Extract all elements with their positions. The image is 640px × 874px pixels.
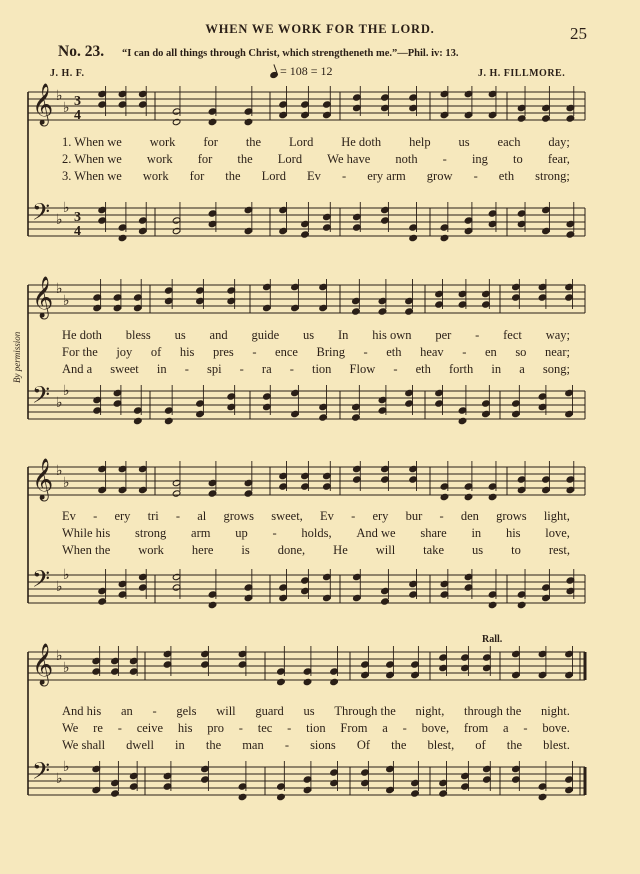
lyric-syllable: - [284, 738, 289, 752]
lyric-syllable: - [252, 345, 257, 359]
notehead [238, 793, 247, 800]
lyric-syllable: help [409, 135, 431, 149]
lyric-syllable: and [209, 328, 228, 342]
lyric-syllable: each [497, 135, 521, 149]
flat-sign-icon: ♭ [56, 463, 63, 479]
lyric-syllable: - [289, 362, 294, 376]
lyric-syllable: blest, [427, 738, 455, 752]
lyric-syllable: - [175, 509, 181, 523]
bass-clef-icon: 𝄢 [32, 198, 51, 231]
lyric-syllable: pres [212, 345, 234, 359]
lyric-syllable: a [382, 721, 388, 735]
lyric-syllable: a [519, 362, 525, 376]
lyric-syllable: fear, [547, 152, 570, 166]
lyric-syllable: eth [415, 362, 431, 376]
lyric-syllable: guide [251, 328, 280, 342]
lyric-syllable: from [463, 721, 489, 735]
lyric-syllable: sweet, [271, 509, 303, 523]
lyric-syllable: - [93, 509, 98, 523]
lyric-syllable: pro [207, 721, 224, 735]
lyric-syllable: his [177, 721, 193, 735]
flat-sign-icon: ♭ [63, 293, 70, 309]
lyric-syllable: eth [386, 345, 402, 359]
lyric-syllable: When the [62, 543, 111, 557]
lyric-syllable: done, [277, 543, 306, 557]
composer-credit: J. H. FILLMORE. [478, 68, 566, 79]
scripture-quote: “I can do all things through Christ, which strengtheneth me.”—Phil. iv: 13. [122, 48, 459, 59]
time-signature-bottom: 4 [74, 224, 81, 239]
lyric-syllable: blest. [543, 738, 570, 752]
lyric-syllable: night, [415, 704, 445, 718]
lyric-syllable: a [503, 721, 509, 735]
lyric-line [62, 344, 570, 360]
lyric-syllable: us [303, 704, 315, 718]
lyric-syllable: 3. When we [62, 169, 122, 183]
lyric-syllable: Bring [316, 345, 345, 359]
lyric-syllable: strong [135, 526, 167, 540]
lyric-syllable: - [341, 169, 347, 183]
bass-clef-icon: 𝄢 [32, 565, 51, 598]
lyric-line [62, 720, 570, 736]
lyric-syllable: Lord [277, 152, 303, 166]
time-signature-top: 3 [74, 210, 81, 225]
lyric-syllable: ery [114, 509, 131, 523]
lyric-syllable: through the [464, 704, 522, 718]
lyric-syllable: in [471, 526, 482, 540]
lyric-syllable: We [62, 721, 79, 735]
notehead [517, 601, 526, 608]
lyric-syllable: - [393, 362, 398, 376]
lyric-syllable: ra [261, 362, 272, 376]
lyric-syllable: in [156, 362, 167, 376]
lyric-syllable: for [203, 135, 218, 149]
lyric-syllable: en [484, 345, 497, 359]
lyric-syllable: us [458, 135, 470, 149]
lyric-syllable: the [237, 152, 253, 166]
lyric-syllable: - [473, 169, 478, 183]
lyric-syllable: his [179, 345, 195, 359]
lyric-syllable: dwell [126, 738, 154, 752]
lyric-syllable: us [303, 328, 315, 342]
lyric-syllable: arm [191, 526, 211, 540]
lyric-syllable: ence [275, 345, 298, 359]
lyric-syllable: an [120, 704, 133, 718]
lyric-syllable: the [391, 738, 407, 752]
notehead [244, 118, 253, 125]
lyric-syllable: Lord [261, 169, 286, 183]
lyric-syllable: And his [62, 704, 102, 718]
lyric-syllable: bless [125, 328, 151, 342]
lyric-syllable: - [238, 721, 243, 735]
lyric-syllable: In [338, 328, 349, 342]
lyric-syllable: work [138, 543, 164, 557]
permission-note: By permission [12, 331, 22, 383]
lyric-syllable: the [225, 169, 241, 183]
page-number: 25 [570, 24, 587, 43]
treble-clef-icon: 𝄞 [32, 277, 54, 318]
lyric-syllable: near; [544, 345, 570, 359]
lyric-syllable: bur [405, 509, 423, 523]
notehead [488, 493, 497, 500]
lyric-syllable: Of [356, 738, 371, 752]
lyric-syllable: He doth [341, 135, 382, 149]
tempo-text: = 108 = 12 [280, 64, 333, 78]
lyric-syllable: here [191, 543, 214, 557]
flat-sign-icon: ♭ [63, 567, 70, 583]
lyric-syllable: will [375, 543, 396, 557]
flat-sign-icon: ♭ [56, 212, 63, 228]
lyric-syllable: night. [541, 704, 570, 718]
lyric-syllable: the [506, 738, 523, 752]
flat-sign-icon: ♭ [63, 200, 70, 216]
notehead [538, 793, 547, 800]
lyric-syllable: work [142, 169, 169, 183]
lyric-syllable: grows [223, 509, 255, 523]
lyric-syllable: bove. [542, 721, 570, 735]
lyric-syllable: tri [147, 509, 159, 523]
lyric-syllable: heav [420, 345, 444, 359]
lyric-syllable: al [197, 509, 207, 523]
lyric-syllable: rest, [548, 543, 570, 557]
notehead [330, 678, 339, 685]
lyric-syllable: man [242, 738, 264, 752]
lyric-syllable: For the [62, 345, 98, 359]
flat-sign-icon: ♭ [63, 759, 70, 775]
lyric-syllable: us [471, 543, 484, 557]
lyric-syllable: bove, [421, 721, 450, 735]
lyric-syllable: in [491, 362, 502, 376]
lyric-syllable: sweet [110, 362, 139, 376]
flat-sign-icon: ♭ [56, 281, 63, 297]
lyric-syllable: - [184, 362, 189, 376]
flat-sign-icon: ♭ [63, 383, 70, 399]
notehead [134, 417, 143, 424]
lyric-syllable: ing [471, 152, 488, 166]
lyric-syllable: - [152, 704, 157, 718]
lyric-syllable: And a [62, 362, 93, 376]
lyric-syllable: take [423, 543, 444, 557]
lyric-line [62, 168, 570, 184]
lyric-syllable: re [93, 721, 103, 735]
lyricist-credit: J. H. F. [50, 68, 85, 79]
lyric-syllable: so [515, 345, 527, 359]
lyric-syllable: 2. When we [62, 152, 122, 166]
notehead [277, 793, 286, 800]
lyric-line [62, 134, 570, 150]
flat-sign-icon: ♭ [63, 100, 70, 116]
flat-sign-icon: ♭ [63, 660, 70, 676]
lyric-syllable: up [235, 526, 248, 540]
lyric-syllable: - [402, 721, 407, 735]
lyric-syllable: for [197, 152, 213, 166]
time-signature-top: 3 [74, 94, 81, 109]
lyric-syllable: - [272, 526, 277, 540]
lyric-syllable: us [174, 328, 186, 342]
lyric-syllable: Ev [307, 169, 321, 183]
lyric-syllable: spi [206, 362, 222, 376]
lyric-syllable: tion [306, 721, 326, 735]
lyric-syllable: We have [327, 152, 371, 166]
lyric-syllable: - [475, 328, 480, 342]
lyric-syllable: gels [176, 704, 197, 718]
lyric-syllable: will [216, 704, 236, 718]
lyric-syllable: to [513, 152, 523, 166]
lyric-syllable: - [523, 721, 528, 735]
flat-sign-icon: ♭ [56, 395, 63, 411]
notehead [303, 678, 312, 685]
lyric-syllable: the [245, 135, 262, 149]
lyric-syllable: - [442, 152, 447, 166]
lyric-syllable: We shall [62, 738, 106, 752]
lyric-syllable: day; [548, 135, 570, 149]
lyric-syllable: den [460, 509, 479, 523]
notehead [208, 601, 217, 608]
lyric-syllable: per [435, 328, 452, 342]
lyric-syllable: of [475, 738, 486, 752]
lyric-line [62, 361, 570, 377]
lyric-syllable: He [333, 543, 348, 557]
lyric-syllable: way; [545, 328, 570, 342]
lyric-syllable: ceive [136, 721, 164, 735]
lyric-syllable: for [189, 169, 205, 183]
lyric-syllable: to [511, 543, 521, 557]
notehead [440, 493, 449, 500]
lyric-syllable: his own [372, 328, 412, 342]
lyric-syllable: work [146, 152, 173, 166]
flat-sign-icon: ♭ [56, 579, 63, 595]
lyric-syllable: grows [496, 509, 527, 523]
lyric-syllable: From [340, 721, 368, 735]
bass-clef-icon: 𝄢 [32, 757, 51, 790]
flat-sign-icon: ♭ [56, 771, 63, 787]
lyric-syllable: light, [543, 509, 570, 523]
lyric-syllable: in [175, 738, 185, 752]
rallentando-marking: Rall. [482, 634, 503, 645]
lyric-syllable: is [241, 543, 250, 557]
lyric-syllable: forth [448, 362, 474, 376]
treble-clef-icon: 𝄞 [32, 644, 54, 685]
notehead [164, 417, 173, 424]
lyric-line [62, 327, 570, 343]
lyric-syllable: holds, [301, 526, 332, 540]
lyric-syllable: Lord [289, 135, 314, 149]
lyric-syllable: of [150, 345, 162, 359]
lyric-syllable: Through the [334, 704, 396, 718]
notehead [409, 234, 418, 241]
notehead [488, 601, 497, 608]
notehead [458, 417, 467, 424]
notehead [277, 678, 286, 685]
lyric-syllable: He doth [62, 328, 102, 342]
lyric-line [62, 542, 570, 558]
lyric-syllable: joy [116, 345, 133, 359]
lyric-syllable: And we [356, 526, 396, 540]
lyric-syllable: - [117, 721, 122, 735]
lyric-syllable: tec [257, 721, 273, 735]
lyric-syllable: - [239, 362, 244, 376]
lyric-syllable: - [287, 721, 292, 735]
notehead [440, 234, 449, 241]
lyric-syllable: - [363, 345, 368, 359]
lyric-syllable: Ev [320, 509, 334, 523]
lyric-syllable: strong; [535, 169, 570, 183]
lyric-line [62, 703, 570, 719]
lyric-line [62, 508, 570, 524]
flat-sign-icon: ♭ [56, 648, 63, 664]
lyric-syllable: While his [62, 526, 111, 540]
treble-clef-icon: 𝄞 [32, 459, 54, 500]
lyric-syllable: Flow [349, 362, 376, 376]
notehead [118, 234, 127, 241]
hymn-title: WHEN WE WORK FOR THE LORD. [205, 22, 435, 36]
lyric-syllable: song; [542, 362, 570, 376]
notehead [172, 118, 181, 125]
lyric-syllable: fect [503, 328, 522, 342]
lyric-syllable: work [149, 135, 176, 149]
lyric-syllable: eth [498, 169, 515, 183]
lyric-syllable: love, [545, 526, 570, 540]
lyric-line [62, 151, 570, 167]
bass-clef-icon: 𝄢 [32, 381, 51, 414]
time-signature-bottom: 4 [74, 108, 81, 123]
lyric-syllable: Ev [62, 509, 76, 523]
lyric-syllable: guard [255, 704, 284, 718]
lyric-syllable: noth [395, 152, 418, 166]
lyric-syllable: - [439, 509, 444, 523]
lyric-syllable: his [505, 526, 521, 540]
notehead [464, 493, 473, 500]
lyric-syllable: - [462, 345, 467, 359]
treble-clef-icon: 𝄞 [32, 84, 54, 125]
lyric-syllable: grow [426, 169, 453, 183]
notehead [208, 118, 217, 125]
lyric-syllable: the [205, 738, 222, 752]
lyric-syllable: ery arm [367, 169, 406, 183]
lyric-syllable: ery [372, 509, 389, 523]
lyric-syllable: 1. When we [62, 135, 122, 149]
lyric-syllable: share [420, 526, 447, 540]
lyric-line [62, 525, 570, 541]
lyric-syllable: tion [311, 362, 332, 376]
hymn-number: No. 23. [58, 43, 105, 60]
flat-sign-icon: ♭ [56, 88, 63, 104]
lyric-syllable: - [351, 509, 356, 523]
lyric-line [62, 737, 570, 753]
flat-sign-icon: ♭ [63, 475, 70, 491]
lyric-syllable: sions [310, 738, 336, 752]
